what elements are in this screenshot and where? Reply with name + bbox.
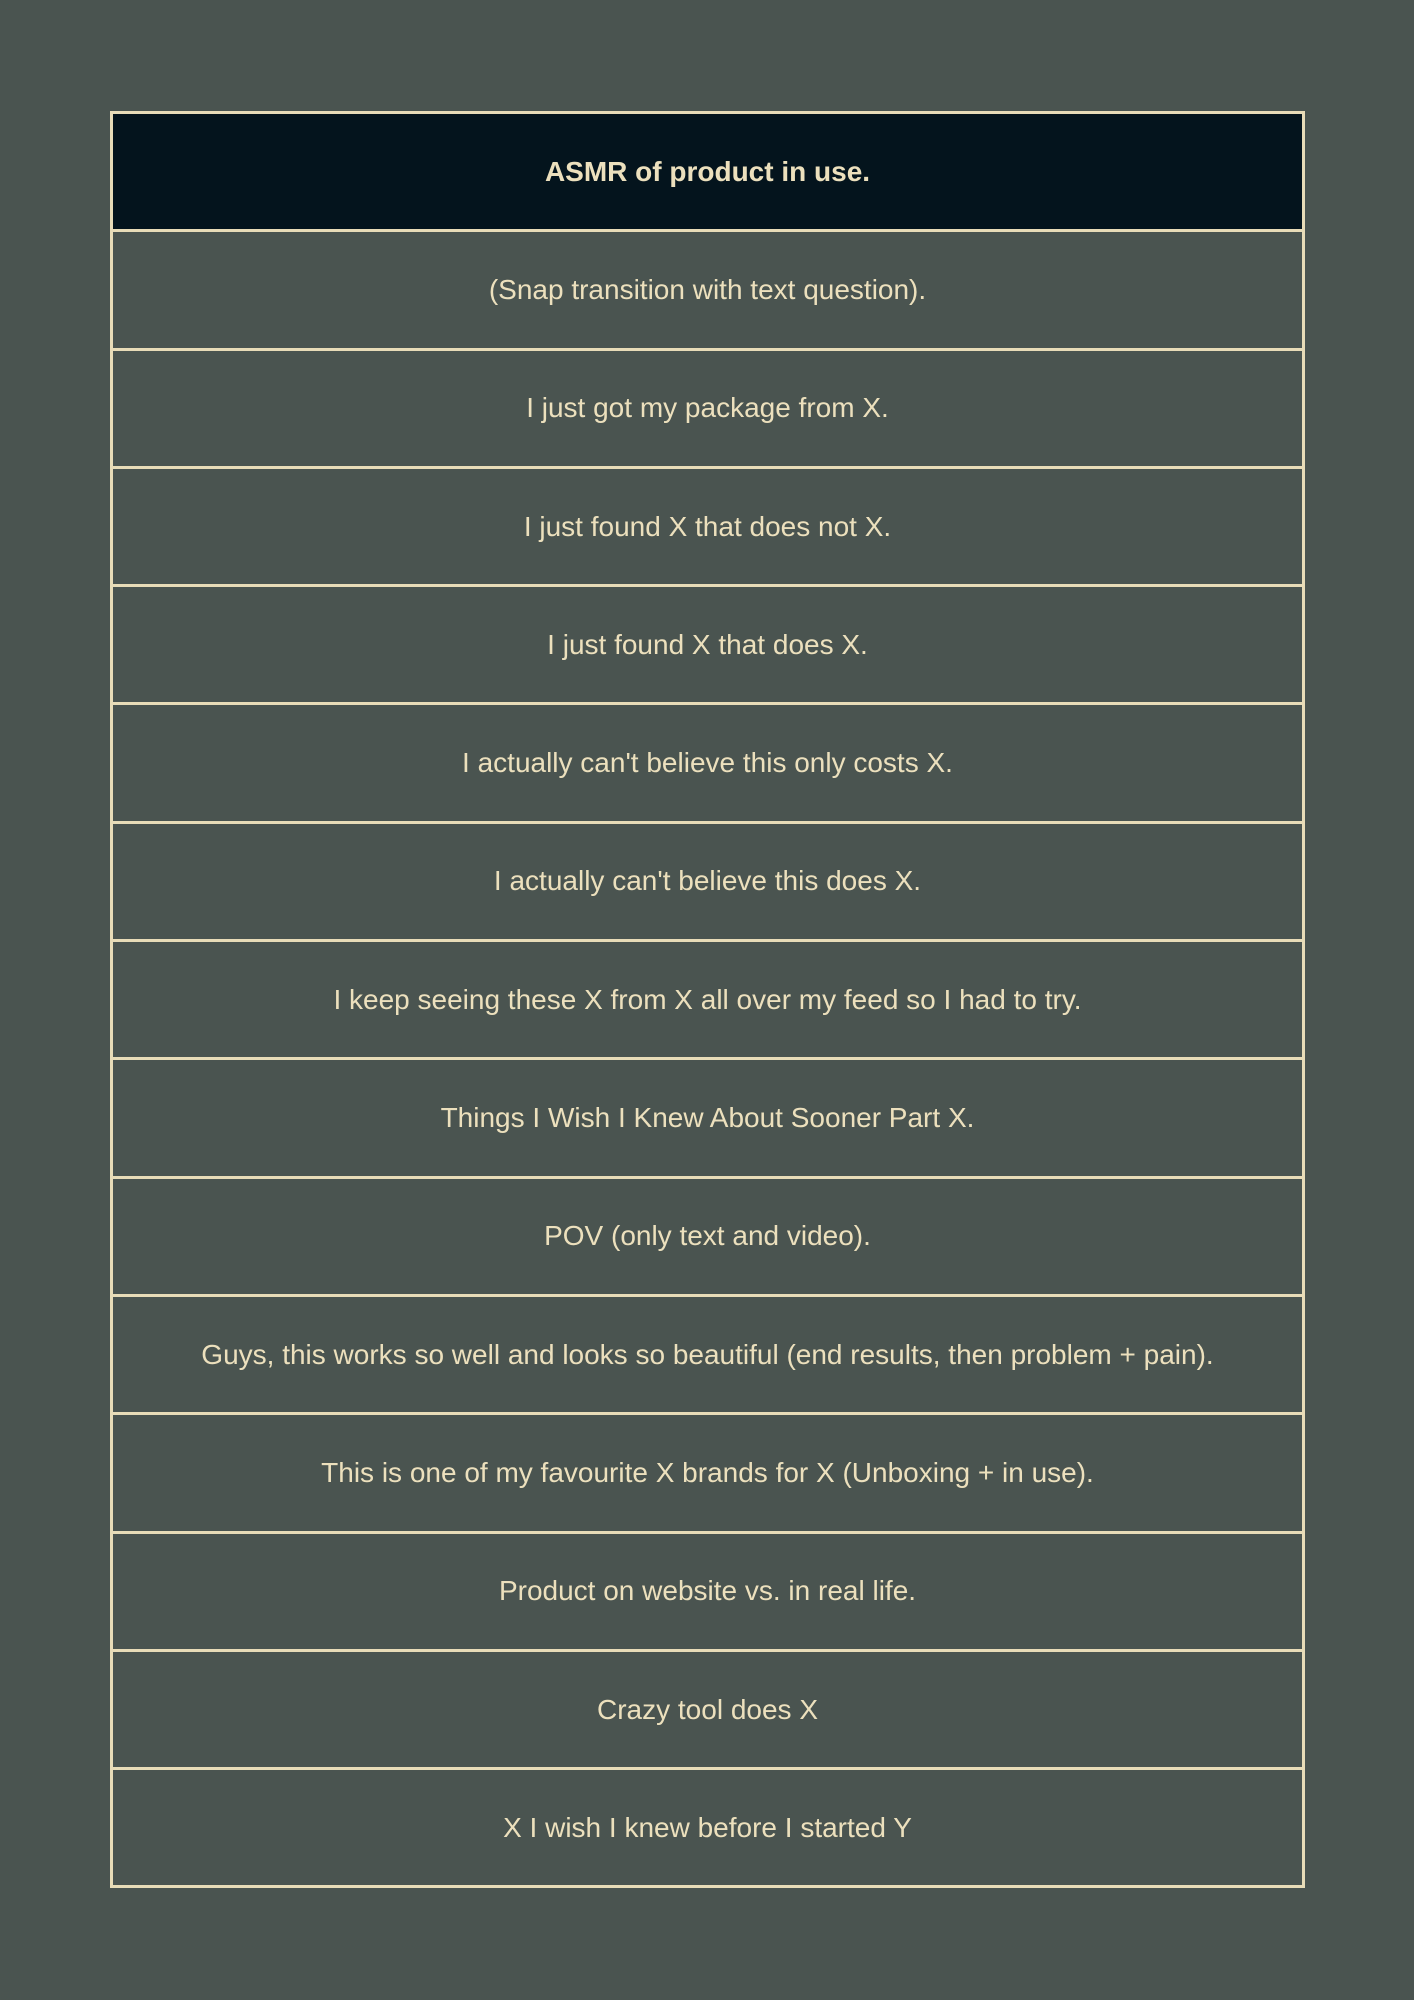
hooks-table bbox=[110, 111, 1305, 1888]
table-row: Crazy tool does X bbox=[113, 1652, 1302, 1770]
table-row: X I wish I knew before I started Y bbox=[113, 1770, 1302, 1888]
table-row: I keep seeing these X from X all over my feed so I had to try. bbox=[113, 942, 1302, 1060]
table-row: I just found X that does not X. bbox=[113, 469, 1302, 587]
table-row: I actually can't believe this does X. bbox=[113, 824, 1302, 942]
table-row: I just got my package from X. bbox=[113, 351, 1302, 469]
table-row: I just found X that does X. bbox=[113, 587, 1302, 705]
table-row: (Snap transition with text question). bbox=[113, 232, 1302, 350]
table-header: ASMR of product in use. bbox=[113, 114, 1302, 232]
table-row: I actually can't believe this only costs X. bbox=[113, 705, 1302, 823]
table-row: Guys, this works so well and looks so beautiful (end results, then problem + pain). bbox=[113, 1297, 1302, 1415]
table-row: Product on website vs. in real life. bbox=[113, 1534, 1302, 1652]
table-row: This is one of my favourite X brands for X (Unboxing + in use). bbox=[113, 1415, 1302, 1533]
table-row: POV (only text and video). bbox=[113, 1179, 1302, 1297]
table-row: Things I Wish I Knew About Sooner Part X. bbox=[113, 1060, 1302, 1178]
